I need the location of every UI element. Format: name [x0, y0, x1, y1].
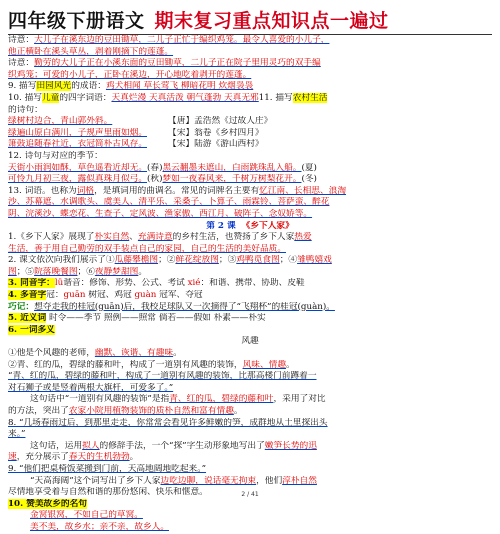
text-line: 阴、浣溪沙、蝶恋花、生查子、定风波、渔家傲、西江月、破阵子、念奴娇等。 — [8, 208, 313, 219]
text-line: 可怜九月初三夜，露似真珠月似弓。(秋)梦如一夜春风来，千树万树梨花开。(冬) — [8, 174, 317, 185]
text-line: 美不美，故乡水；亲不亲，故乡人。 — [30, 521, 169, 532]
text-line: 巧记：想夺走我的桂冠(guān)后，我校足球队又一次摘得了“飞翔杯”的桂冠(guàn)。 — [8, 301, 335, 312]
word-heading: 风趣 — [241, 336, 259, 347]
text-line: 绿树村边合，青山郭外斜。 【唐】孟浩然《过故人庄》 — [8, 116, 273, 127]
text-line: 箫鼓追随春社近，衣冠简朴古风存。 【宋】陆游《游山西村》 — [8, 139, 264, 150]
text-line: 生活，善于用自己勤劳的双手装点自己的家园，自己的生活的美好品质。 — [8, 243, 286, 254]
text-line: 诗意：大儿子在溪东边的豆田锄草，二儿子正忙于编织鸡笼。最令人喜爱的小儿子， — [8, 35, 330, 45]
text-line: 沙、苏幕遮、水调歌头、虞美人、清平乐、采桑子、卜算子、雨霖铃、菩萨蛮、醉花 — [8, 197, 330, 208]
text-line: 8. “几场春雨过后，到那里走走，你常常会看见许多鲜嫩的笋，成群地从土里探出头 — [8, 417, 328, 428]
text-line: 速，充分展示了春天的生机勃勃。 — [8, 452, 139, 463]
text-line: 这句话中“一道别有风趣的装饰”是指青、红的瓜，碧绿的藤和叶，采用了对比 — [30, 394, 326, 405]
text-line: 的诗句： — [8, 104, 43, 115]
page-number: 2 / 41 — [241, 491, 259, 498]
title-subtitle: 期末复习重点知识点一遍过 — [154, 9, 389, 32]
text-line: 织鸡笼；可爱的小儿子，正卧在溪边，开心地吃着剥开的莲蓬。 — [8, 69, 252, 80]
text-line: “青、红的瓜，碧绿的藤和叶，构成了一道别有风趣的装饰，比那高楼门前蹲着一 — [8, 371, 317, 382]
text-line: 这句话，运用拟人的修辞手法，一个“探”字生动形象地写出了嫩笋长势的迅 — [30, 440, 317, 451]
text-line: 6. 一词多义 — [8, 324, 55, 335]
text-line: 12. 诗句与对应的季节： — [8, 150, 103, 161]
text-line: 10. 赞美故乡的名句 — [8, 498, 87, 509]
text-line: 10. 描写儿童的四字词语：天真烂漫 天真活泼 朝气蓬勃 天真无邪11. 描写农村生活 — [8, 92, 328, 103]
text-line: 尽情地享受着与自然和谐的那份悠闲、快乐和惬意。 — [8, 487, 208, 498]
text-line: 金窝银窝，不如自己的草窝。 — [30, 510, 143, 521]
text-line: 绿遍山原白满川，子规声里雨如烟。 【宋】翁卷《乡村四月》 — [8, 127, 264, 138]
text-line: 的方法，突出了农家小院用植物装饰的质朴自然和富有情趣。 — [8, 406, 243, 416]
page-title — [8, 4, 492, 35]
section-heading-lesson-2: 第 2 课 《乡下人家》 — [206, 220, 294, 231]
text-line: 9. “他们把桌椅饭菜搬到门前，天高地阔地吃起来。” — [8, 463, 207, 474]
text-line: ②青、红的瓜，碧绿的藤和叶，构成了一道别有风趣的装饰，风味、情趣。 — [8, 359, 295, 370]
text-line: 图；⑤院落晚餐图；⑥夜静梦甜图。 — [8, 266, 147, 277]
text-line: 他正横卧在溪头草丛，剥着刚摘下的莲蓬。 — [8, 46, 174, 57]
text-line: 13. 词语。也称为词格，是填词用的曲调名。常见的词牌名主要有忆江南、长相思、浪淘 — [8, 185, 347, 196]
text-line: 来。” — [8, 429, 26, 440]
text-line: 5. 近义词 时令——季节 照例——照常 倘若——假如 朴素——朴实 — [8, 313, 266, 324]
text-line: 诗意：勤劳的大儿子正在小溪东面的豆田锄草，二儿子正在院子里用灵巧的双手编 — [8, 58, 321, 69]
text-line: 2. 课文依次向我们展示了①瓜藤攀檐图；②鲜花绽放图；③鸡鸭觅食图；④雏鸭嬉戏 — [8, 255, 332, 266]
content-body — [8, 35, 492, 534]
text-line: ①他是个风趣的老师，幽默、诙谐、有趣味。 — [8, 348, 182, 359]
title-main: 四年级下册语文 — [8, 9, 145, 32]
text-line: 4. 多音字冠：guān 树冠、鸡冠 guàn 冠军、夺冠 — [8, 290, 203, 301]
text-line: 天街小雨润如酥，草色遥看近却无。(春)黑云翻墨未遮山，白雨跳珠乱入船。(夏) — [8, 162, 317, 173]
text-line: 1.《乡下人家》展现了朴实自然、充满诗意的乡村生活，也赞扬了乡下人家热爱 — [8, 232, 312, 243]
text-line: “天高海阔”这个词写出了乡下人家边吃边聊，说话毫无拘束，他们淳朴自然 — [30, 475, 317, 486]
text-line: 对石狮子或是竖着两根大旗杆，可爱多了。” — [8, 382, 174, 393]
text-line: 9. 描写田园风光的成语：鸡犬相闻 草长莺飞 柳暗花明 炊烟袅袅 — [8, 81, 254, 92]
text-line: 3. 同音字：lǚ谐音：修饰、形势、公式、考试 xié：和谐、携带、协助、皮鞋 — [8, 278, 305, 289]
